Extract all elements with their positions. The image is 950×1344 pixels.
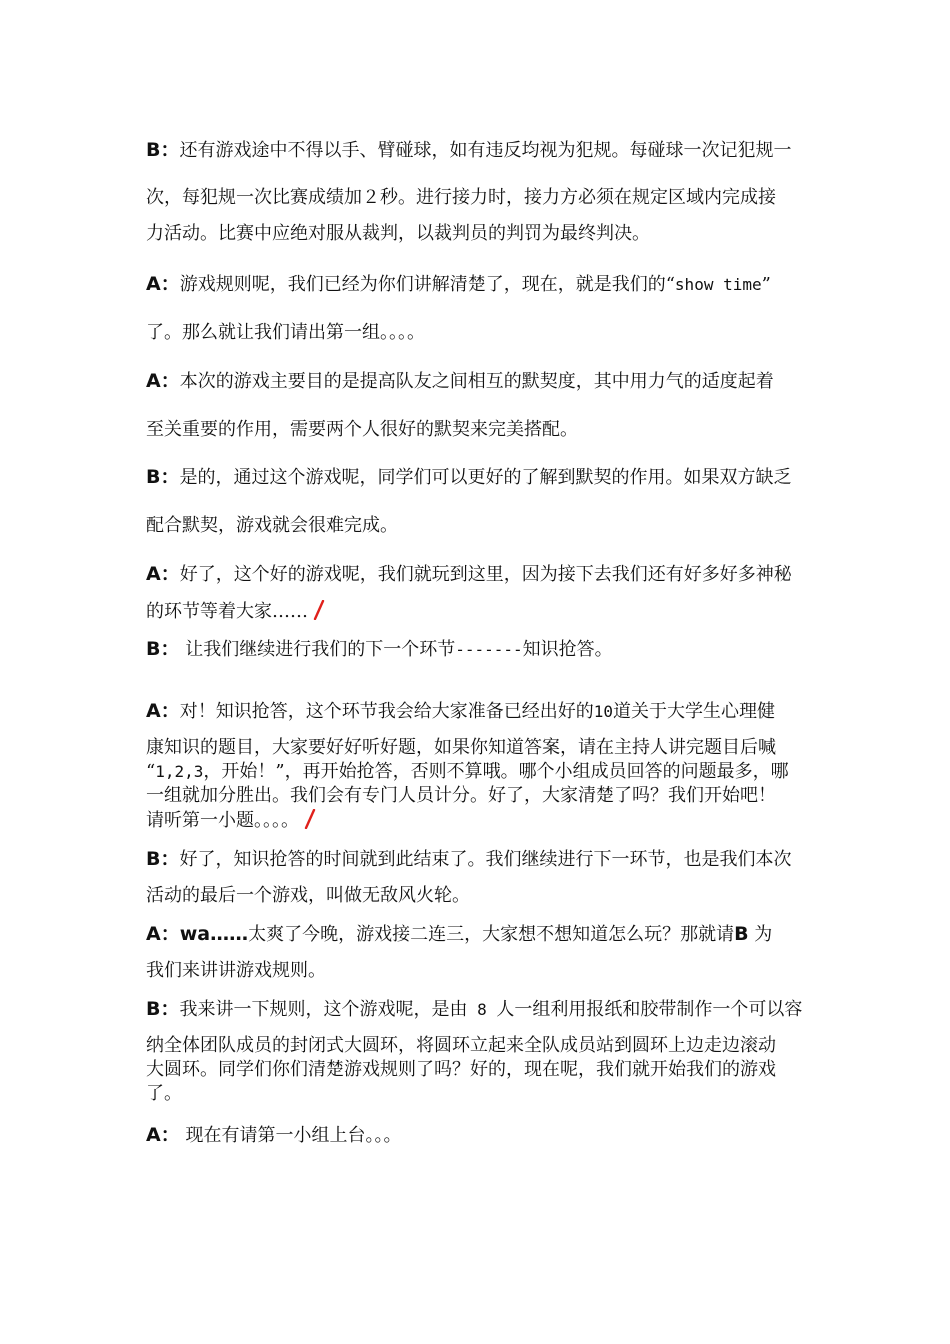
dialogue-latin-text: ------- bbox=[455, 640, 523, 659]
dialogue-text: 是的，通过这个游戏呢，同学们可以更好的了解到默契的作用。如果双方缺乏 bbox=[179, 467, 792, 488]
dialogue-paragraph bbox=[146, 466, 810, 537]
red-slash-mark-icon bbox=[312, 600, 326, 620]
dialogue-text: 次，每犯规一次比赛成绩加２秒。进行接力时，接力方必须在规定区域内完成接 bbox=[146, 187, 776, 208]
text-line bbox=[146, 1059, 810, 1081]
dialogue-paragraph bbox=[146, 273, 810, 344]
dialogue-text: 我们来讲讲游戏规则。 bbox=[146, 960, 326, 981]
text-line bbox=[146, 809, 810, 832]
red-slash-mark-icon bbox=[303, 809, 317, 829]
dialogue-text: 了。那么就让我们请出第一组。。。。 bbox=[146, 322, 425, 343]
text-line bbox=[146, 600, 810, 623]
dialogue-text: 为 bbox=[748, 924, 773, 945]
text-line bbox=[146, 466, 810, 489]
text-line bbox=[146, 923, 810, 946]
speaker-label: B： bbox=[146, 848, 180, 870]
dialogue-text: 请听第一小题。。。。 bbox=[146, 810, 299, 831]
text-line bbox=[146, 370, 810, 393]
document-page bbox=[146, 0, 810, 1344]
dialogue-text: 太爽了今晚，游戏接二连三，大家想不想知道怎么玩？那就请 bbox=[248, 924, 735, 945]
dialogue-text: ，开始！”，再开始抢答，否则不算哦。哪个小组成员回答的问题最多，哪 bbox=[203, 761, 789, 782]
dialogue-text: 知识抢答。 bbox=[522, 639, 613, 660]
dialogue-latin-text: B bbox=[734, 923, 749, 945]
dialogue-text: 现在有请第一小组上台。。。 bbox=[179, 1125, 402, 1146]
dialogue-text: 康知识的题目，大家要好好听好题，如果你知道答案，请在主持人讲完题目后喊 bbox=[146, 737, 776, 758]
text-line bbox=[146, 1083, 810, 1105]
speaker-label: A： bbox=[146, 1124, 180, 1146]
dialogue-paragraph bbox=[146, 700, 810, 832]
dialogue-text: 对！知识抢答，这个环节我会给大家准备已经出好的 bbox=[179, 701, 594, 722]
speaker-label: B： bbox=[146, 466, 180, 488]
dialogue-text: 好了，这个好的游戏呢，我们就玩到这里，因为接下去我们还有好多好多神秘 bbox=[179, 564, 792, 585]
dialogue-text: 了。 bbox=[146, 1083, 182, 1104]
dialogue-text: 一组就加分胜出。我们会有专门人员计分。好了，大家清楚了吗？我们开始吧！ bbox=[146, 785, 776, 806]
text-line bbox=[146, 885, 810, 907]
text-line bbox=[146, 1035, 810, 1057]
speaker-label: A： bbox=[146, 700, 180, 722]
dialogue-text: ” bbox=[761, 274, 771, 295]
dialogue-text: 力活动。比赛中应绝对服从裁判，以裁判员的判罚为最终判决。 bbox=[146, 223, 650, 244]
text-line bbox=[146, 1124, 810, 1147]
dialogue-text: 道关于大学生心理健 bbox=[612, 701, 775, 722]
speaker-label: A： bbox=[146, 273, 180, 295]
text-line bbox=[146, 785, 810, 807]
dialogue-latin-text: 8 bbox=[467, 1000, 497, 1019]
dialogue-text: 活动的最后一个游戏，叫做无敌风火轮。 bbox=[146, 885, 470, 906]
dialogue-text: 配合默契，游戏就会很难完成。 bbox=[146, 515, 398, 536]
dialogue-paragraph bbox=[146, 370, 810, 441]
text-line bbox=[146, 737, 810, 759]
text-line bbox=[146, 563, 810, 586]
dialogue-text: “ bbox=[146, 761, 156, 782]
text-line bbox=[146, 761, 810, 783]
text-line bbox=[146, 848, 810, 871]
dialogue-text: 让我们继续进行我们的下一个环节 bbox=[179, 639, 456, 660]
dialogue-latin-text: wa…… bbox=[179, 923, 249, 945]
dialogue-paragraph bbox=[146, 1124, 810, 1147]
dialogue-paragraph bbox=[146, 638, 810, 661]
dialogue-text: 我来讲一下规则，这个游戏呢，是由 bbox=[179, 999, 468, 1020]
dialogue-text: 还有游戏途中不得以手、臂碰球，如有违反均视为犯规。每碰球一次记犯规一 bbox=[179, 140, 792, 161]
dialogue-latin-text: 1,2,3 bbox=[155, 762, 204, 781]
speaker-label: A： bbox=[146, 563, 180, 585]
text-line bbox=[146, 273, 810, 296]
dialogue-text: 纳全体团队成员的封闭式大圆环，将圆环立起来全队成员站到圆环上边走边滚动 bbox=[146, 1035, 776, 1056]
dialogue-text: 人一组利用报纸和胶带制作一个可以容 bbox=[496, 999, 803, 1020]
text-line bbox=[146, 187, 810, 209]
dialogue-paragraph bbox=[146, 848, 810, 907]
dialogue-text: 游戏规则呢，我们已经为你们讲解清楚了，现在，就是我们的“ bbox=[179, 274, 675, 295]
speaker-label: A： bbox=[146, 370, 180, 392]
text-line bbox=[146, 998, 810, 1021]
speaker-label: B： bbox=[146, 139, 180, 161]
text-line bbox=[146, 960, 810, 982]
speaker-label: A： bbox=[146, 923, 180, 945]
text-line bbox=[146, 139, 810, 161]
speaker-label: B： bbox=[146, 998, 180, 1020]
dialogue-paragraph bbox=[146, 563, 810, 623]
dialogue-latin-text: show time bbox=[674, 275, 762, 294]
text-line bbox=[146, 638, 810, 661]
dialogue-latin-text: 10 bbox=[593, 702, 613, 721]
text-line bbox=[146, 419, 810, 441]
text-line bbox=[146, 223, 810, 245]
dialogue-paragraph bbox=[146, 998, 810, 1105]
text-line bbox=[146, 700, 810, 723]
dialogue-text: 本次的游戏主要目的是提高队友之间相互的默契度，其中用力气的适度起着 bbox=[179, 371, 774, 392]
dialogue-paragraph bbox=[146, 139, 810, 245]
text-line bbox=[146, 322, 810, 344]
speaker-label: B： bbox=[146, 638, 180, 660]
dialogue-text: 至关重要的作用，需要两个人很好的默契来完美搭配。 bbox=[146, 419, 578, 440]
dialogue-text: 好了，知识抢答的时间就到此结束了。我们继续进行下一环节，也是我们本次 bbox=[179, 849, 792, 870]
dialogue-text: 的环节等着大家…… bbox=[146, 601, 308, 622]
dialogue-paragraph bbox=[146, 923, 810, 982]
dialogue-text: 大圆环。同学们你们清楚游戏规则了吗？好的，现在呢，我们就开始我们的游戏 bbox=[146, 1059, 776, 1080]
text-line bbox=[146, 515, 810, 537]
